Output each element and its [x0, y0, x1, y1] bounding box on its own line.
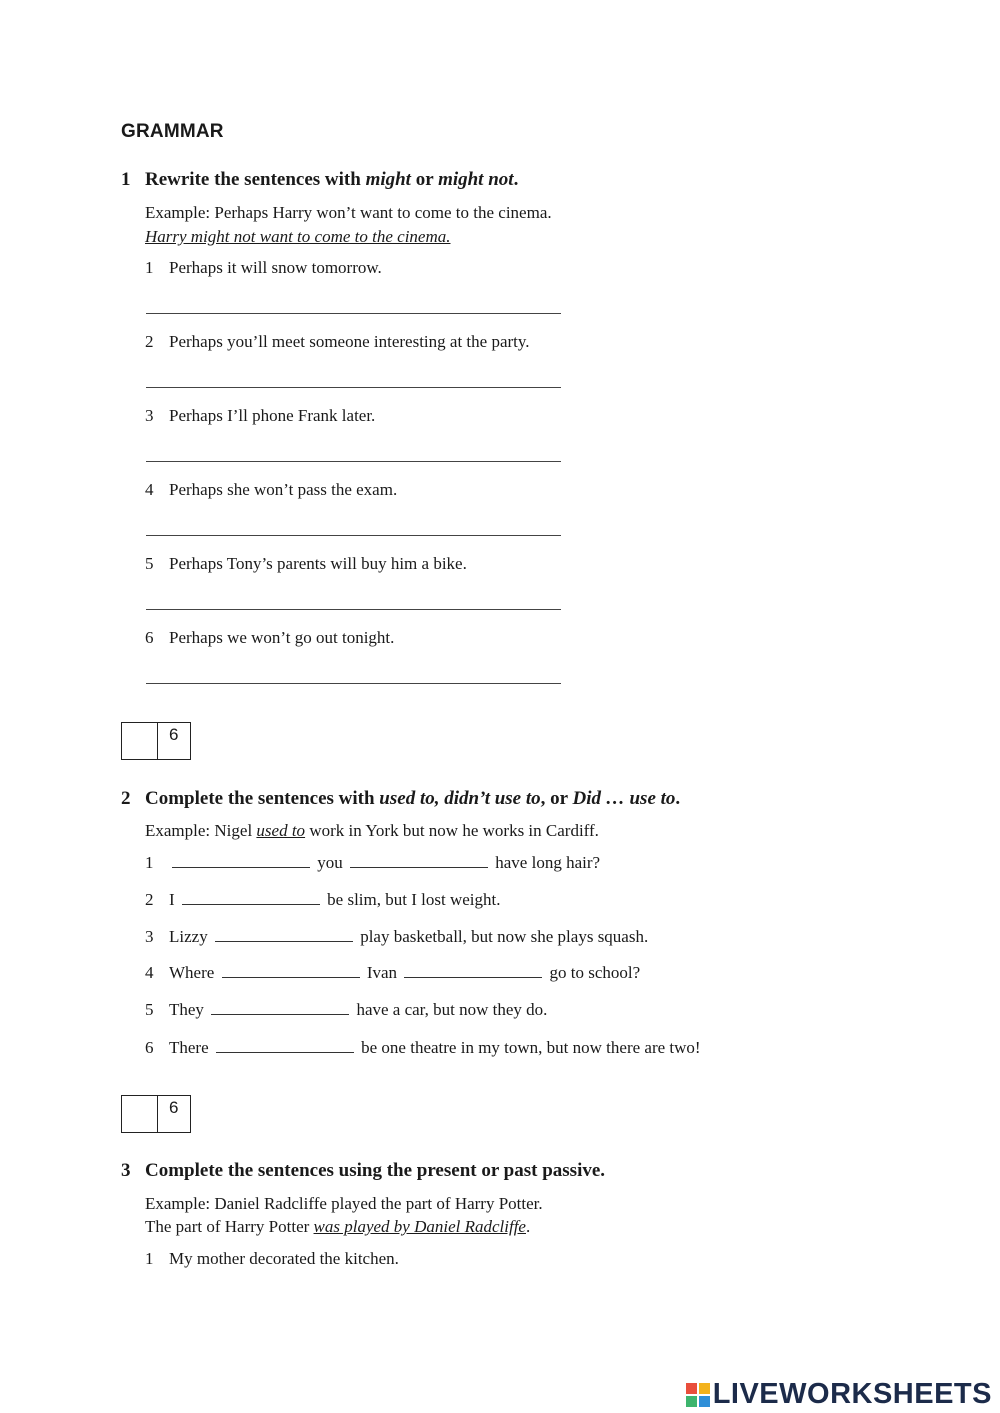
task2-item-6 — [145, 1038, 701, 1058]
score-max: 6 — [169, 1098, 179, 1117]
task2-item-1 — [145, 853, 600, 873]
section-heading: GRAMMAR — [121, 121, 224, 142]
task2-example — [145, 821, 599, 841]
item-text: go to school? — [545, 963, 641, 982]
item-number: 5 — [145, 554, 154, 573]
score-max: 6 — [169, 725, 179, 744]
item-text: I — [169, 890, 179, 909]
task3-title-text: Complete the sentences using the present or past passive. — [145, 1160, 606, 1181]
item-text: Perhaps I’ll phone Frank later. — [169, 406, 376, 425]
liveworksheets-logo — [686, 1378, 992, 1411]
score-divider — [157, 723, 158, 759]
task3-title — [121, 1160, 605, 1182]
item-text: Perhaps she won’t pass the exam. — [169, 480, 398, 499]
item-number: 1 — [145, 258, 154, 277]
item-text: Ivan — [362, 963, 402, 982]
item-number: 1 — [145, 853, 154, 872]
task2-item-2 — [145, 890, 500, 910]
item-number: 5 — [145, 1000, 154, 1019]
task1-title-em2: might not — [438, 169, 514, 190]
item-number: 2 — [145, 890, 154, 909]
task2-title-end: . — [675, 788, 681, 809]
task1-item-4 — [145, 480, 397, 500]
task2-title-em2: Did … use to — [572, 788, 676, 809]
example-text-end: work in York but now he works in Cardiff. — [305, 821, 599, 840]
item-text: Perhaps it will snow tomorrow. — [169, 258, 382, 277]
task1-item-3 — [145, 406, 375, 426]
item-text: Perhaps we won’t go out tonight. — [169, 628, 395, 647]
gap-input[interactable] — [211, 1000, 349, 1015]
score-divider — [157, 1096, 158, 1132]
answer-line-4[interactable] — [146, 535, 561, 536]
answer-line-2[interactable] — [146, 387, 561, 388]
item-text: Where — [169, 963, 219, 982]
item-number: 4 — [145, 963, 154, 982]
gap-input[interactable] — [350, 853, 488, 868]
item-number: 6 — [145, 1038, 154, 1057]
task1-item-2 — [145, 332, 530, 352]
answer-line-5[interactable] — [146, 609, 561, 610]
task2-item-4 — [145, 963, 640, 983]
logo-icon — [686, 1383, 710, 1407]
answer-line-3[interactable] — [146, 461, 561, 462]
item-text: have a car, but now they do. — [352, 1000, 548, 1019]
item-text: My mother decorated the kitchen. — [169, 1249, 399, 1268]
task1-title-text: Rewrite the sentences with — [145, 169, 366, 190]
item-text: Perhaps you’ll meet someone interesting at the party. — [169, 332, 530, 351]
example-text-end: . — [525, 1217, 531, 1236]
score-box-task2 — [121, 1095, 191, 1133]
task1-example: Example: Perhaps Harry won’t want to come to the cinema. — [145, 203, 552, 222]
task3-example: Example: Daniel Radcliffe played the part of Harry Potter. — [145, 1194, 543, 1213]
item-number: 1 — [145, 1249, 154, 1268]
task3-item-1 — [145, 1249, 399, 1269]
item-text: There — [169, 1038, 213, 1057]
task1-title-em1: might — [365, 169, 411, 190]
task1-title-mid: or — [410, 169, 439, 190]
item-number: 3 — [145, 927, 154, 946]
example-text: Example: Nigel — [145, 821, 257, 840]
logo-text: LIVEWORKSHEETS — [712, 1378, 992, 1410]
task1-example-answer: Harry might not want to come to the cinema. — [145, 227, 451, 246]
task2-number: 2 — [121, 788, 131, 809]
task2-title-mid: , or — [540, 788, 573, 809]
item-text: be slim, but I lost weight. — [322, 890, 501, 909]
task1-item-5 — [145, 554, 467, 574]
item-text: Perhaps Tony’s parents will buy him a bike. — [169, 554, 467, 573]
item-number: 4 — [145, 480, 154, 499]
gap-input[interactable] — [215, 927, 353, 942]
answer-line-1[interactable] — [146, 313, 561, 314]
item-text: Lizzy — [169, 927, 212, 946]
gap-input[interactable] — [182, 890, 320, 905]
item-text: be one theatre in my town, but now there are two! — [356, 1038, 701, 1057]
task1-number: 1 — [121, 169, 131, 190]
score-box-task1 — [121, 722, 191, 760]
task2-item-5 — [145, 1000, 547, 1020]
item-text: you — [313, 853, 347, 872]
task1-title-end: . — [513, 169, 519, 190]
task2-item-3 — [145, 927, 648, 947]
task2-title-em1: used to, didn’t use to — [379, 788, 541, 809]
item-text: They — [169, 1000, 209, 1019]
gap-input[interactable] — [172, 853, 310, 868]
example-answer: used to — [256, 821, 306, 840]
item-number: 3 — [145, 406, 154, 425]
task2-title-text: Complete the sentences with — [145, 788, 380, 809]
item-text: have long hair? — [491, 853, 601, 872]
example-answer: was played by Daniel Radcliffe — [313, 1217, 526, 1236]
task1-item-1 — [145, 258, 382, 278]
task3-number: 3 — [121, 1160, 131, 1181]
task3-example-line2 — [145, 1217, 530, 1237]
item-number: 2 — [145, 332, 154, 351]
gap-input[interactable] — [216, 1038, 354, 1053]
item-text: play basketball, but now she plays squash. — [355, 927, 649, 946]
task2-title — [121, 788, 680, 810]
example-text: The part of Harry Potter — [145, 1217, 314, 1236]
answer-line-6[interactable] — [146, 683, 561, 684]
item-number: 6 — [145, 628, 154, 647]
task1-item-6 — [145, 628, 394, 648]
gap-input[interactable] — [222, 963, 360, 978]
gap-input[interactable] — [404, 963, 542, 978]
task1-title — [121, 169, 518, 191]
